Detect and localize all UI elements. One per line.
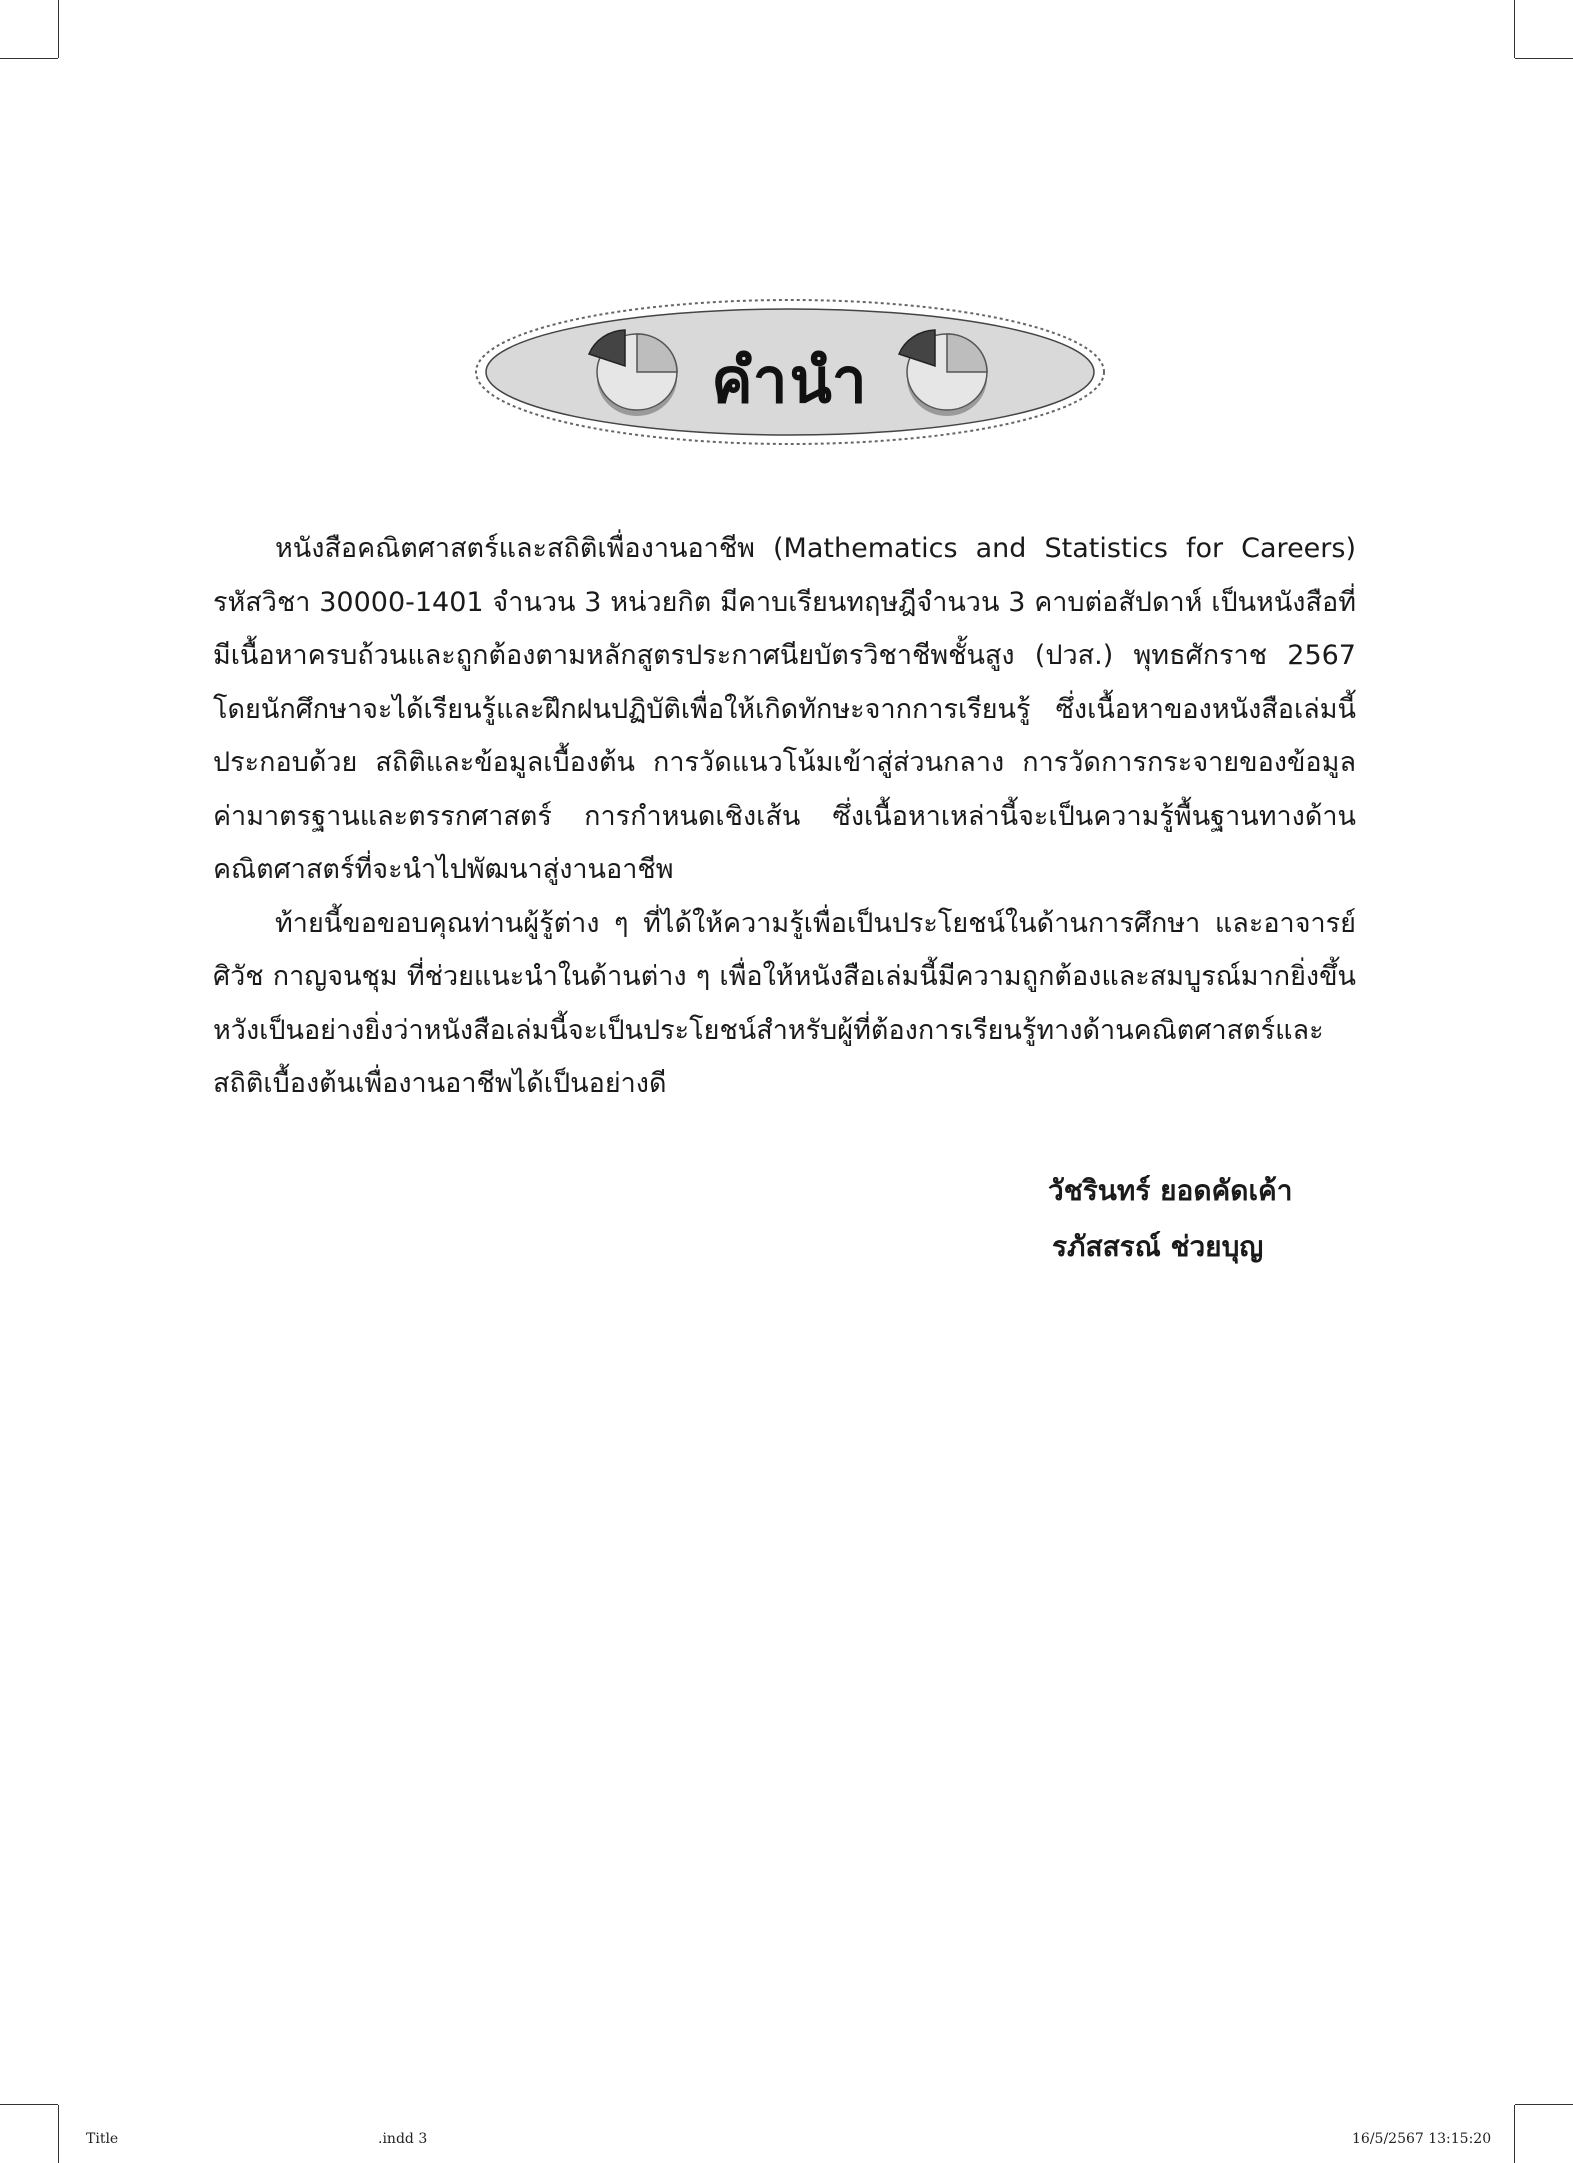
crop-mark-bottom-left-horizontal [0, 2104, 58, 2105]
crop-mark-top-right-vertical [1514, 0, 1515, 58]
paragraph: หนังสือคณิตศาสตร์และสถิติเพื่องานอาชีพ (Mathematics and Statistics for Careers) รหัสวิชา 30000-1401 จำนวน 3 หน่วยกิต มีคาบเรียนทฤษฎีจำนวน 3 คาบต่อสัปดาห์ เป็นหนังสือที่มีเนื้อหาครบถ้วนและถูกต้องตามหลักสูตรประกาศนียบัตรวิชาชีพชั้นสูง (ปวส.) พุทธศักราช 2567 โดยนักศึกษาจะได้เรียนรู้และฝึกฝนปฏิบัติเพื่อให้เกิดทักษะจากการเรียนรู้ ซึ่งเนื้อหาของหนังสือเล่มนี้ประกอบด้วย สถิติและข้อมูลเบื้องต้น การวัดแนวโน้มเข้าสู่ส่วนกลาง การวัดการกระจายของข้อมูล ค่ามาตรฐานและตรรกศาสตร์ การกำหนดเชิงเส้น ซึ่งเนื้อหาเหล่านี้จะเป็นความรู้พื้นฐานทางด้านคณิตศาสตร์ที่จะนำไปพัฒนาสู่งานอาชีพ [213, 533, 1356, 885]
pie-chart-icon [895, 320, 995, 424]
crop-mark-bottom-right-horizontal [1515, 2104, 1573, 2105]
slug-page: .indd 3 [378, 2131, 428, 2147]
author-name: วัชรินทร์ ยอดคัดเค้า [1048, 1174, 1293, 1207]
crop-mark-top-right-horizontal [1515, 58, 1573, 59]
page-title: คำนำ [711, 344, 869, 417]
crop-mark-top-left-vertical [58, 0, 59, 58]
crop-mark-bottom-left-vertical [58, 2105, 59, 2163]
author-name: รภัสสรณ์ ช่วยบุญ [1052, 1230, 1264, 1263]
slug-file-label: Title [86, 2131, 119, 2147]
preface-body [213, 522, 1356, 1111]
title-banner [470, 292, 1110, 452]
crop-mark-bottom-right-vertical [1514, 2105, 1515, 2163]
paragraph: ท้ายนี้ขอขอบคุณท่านผู้รู้ต่าง ๆ ที่ได้ให้ความรู้เพื่อเป็นประโยชน์ในด้านการศึกษา และอาจารย์ศิวัช กาญจนชุม ที่ช่วยแนะนำในด้านต่าง ๆ เพื่อให้หนังสือเล่มนี้มีความถูกต้องและสมบูรณ์มากยิ่งขึ้น หวังเป็นอย่างยิ่งว่าหนังสือเล่มนี้จะเป็นประโยชน์สำหรับผู้ที่ต้องการเรียนรู้ทางด้านคณิตศาสตร์และสถิติเบื้องต้นเพื่องานอาชีพได้เป็นอย่างดี [213, 907, 1356, 1099]
author-signatures [1048, 1163, 1293, 1275]
crop-mark-top-left-horizontal [0, 58, 58, 59]
slug-timestamp: 16/5/2567 13:15:20 [1352, 2131, 1492, 2147]
